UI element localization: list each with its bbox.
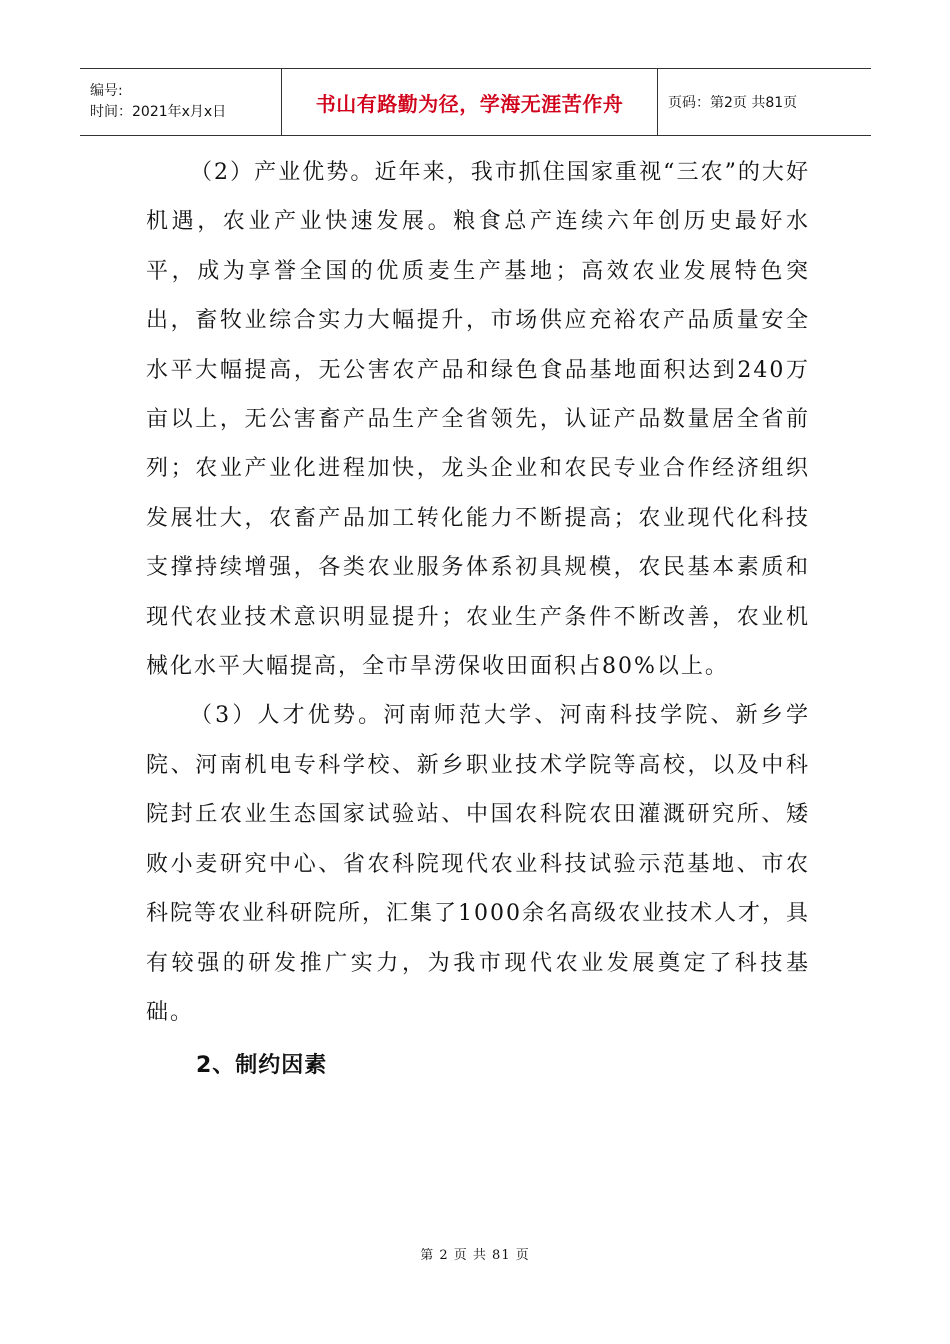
header-motto: 书山有路勤为径，学海无涯苦作舟 (315, 91, 624, 116)
header-meta-cell (80, 69, 282, 135)
page-header (80, 68, 871, 136)
section-heading: 2、制约因素 (196, 1053, 328, 1079)
footer-page-number: 第 2 页 共 81 页 (420, 1248, 530, 1263)
header-page-number: 页码：第2页 共81页 (668, 95, 798, 111)
header-motto-cell (282, 69, 658, 135)
document-number-label: 编号: (90, 83, 123, 99)
paragraph-talent-advantage: （3）人才优势。河南师范大学、河南科技学院、新乡学院、河南机电专科学校、新乡职业技术学院等高校，以及中科院封丘农业生态国家试验站、中国农科院农田灌溉研究所、矮败小麦研究中心、省农科院现代农业科技试验示范基地、市农科院等农业科研院所，汇集了1000余名高级农业技术人才，具有较强的研发推广实力，为我市现代农业发展奠定了科技基础。 (146, 703, 810, 1025)
document-time-label: 时间：2021年x月x日 (90, 104, 227, 120)
header-page-cell (658, 69, 871, 135)
document-body (146, 148, 810, 1090)
page-footer (0, 1244, 950, 1263)
paragraph-industry-advantage: （2）产业优势。近年来，我市抓住国家重视“三农”的大好机遇，农业产业快速发展。粮食总产连续六年创历史最好水平，成为享誉全国的优质麦生产基地；高效农业发展特色突出，畜牧业综合实力大幅提升，市场供应充裕农产品质量安全水平大幅提高，无公害农产品和绿色食品基地面积达到240万亩以上，无公害畜产品生产全省领先，认证产品数量居全省前列；农业产业化进程加快，龙头企业和农民专业合作经济组织发展壮大，农畜产品加工转化能力不断提高；农业现代化科技支撑持续增强，各类农业服务体系初具规模，农民基本素质和现代农业技术意识明显提升；农业生产条件不断改善，农业机械化水平大幅提高，全市旱涝保收田面积占80%以上。 (146, 160, 810, 680)
